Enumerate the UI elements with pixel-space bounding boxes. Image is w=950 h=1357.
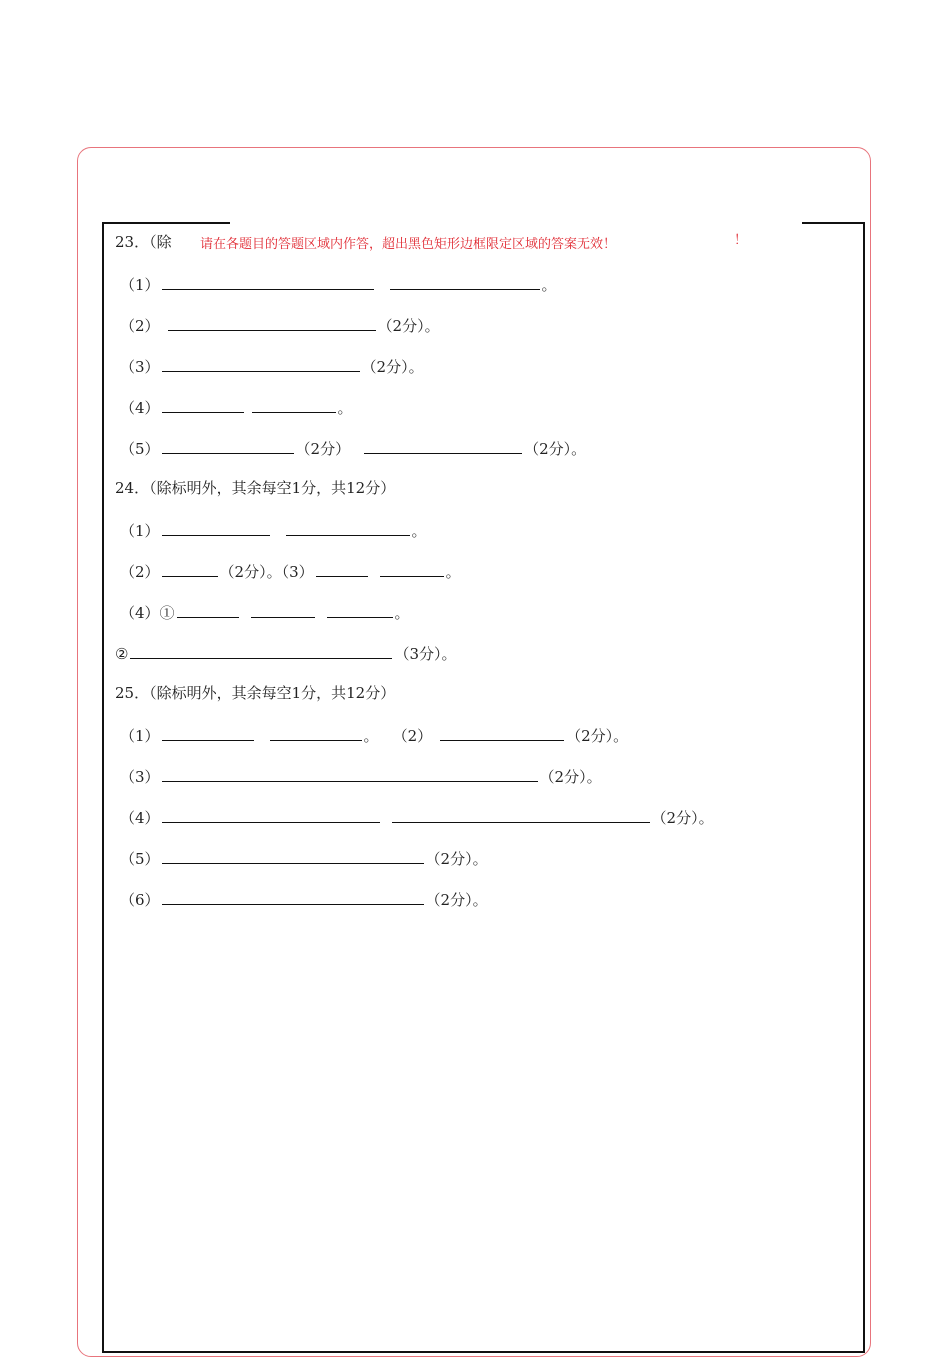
q25-part4: （4） （2分）。 [120,806,714,828]
answer-blank[interactable] [162,355,360,372]
q24-part4: （4）① 。 [120,601,410,623]
q24-part1: （1） 。 [120,519,427,541]
answer-blank[interactable] [364,437,522,454]
q23-header: 23．（除 [115,233,172,251]
answer-blank[interactable] [251,601,315,618]
answer-blank[interactable] [177,601,239,618]
answer-blank[interactable] [392,806,650,823]
q23-part3: （3） （2分）。 [120,355,424,377]
answer-blank[interactable] [380,560,444,577]
box-top-edge-left [102,222,230,224]
answer-blank[interactable] [252,396,336,413]
q24-header: 24．（除标明外，其余每空1分，共12分） [115,479,396,497]
answer-blank[interactable] [327,601,393,618]
answer-blank[interactable] [130,642,392,659]
answer-blank[interactable] [390,273,540,290]
q25-part5: （5） （2分）。 [120,847,488,869]
q25-part3: （3） （2分）。 [120,765,602,787]
answer-blank[interactable] [168,314,376,331]
answer-blank[interactable] [162,273,374,290]
answer-blank[interactable] [162,560,218,577]
warning-banner [190,233,760,254]
warning-text: 请在各题目的答题区域内作答，超出黑色矩形边框限定区域的答案无效！ [200,237,617,252]
answer-blank[interactable] [270,724,362,741]
answer-blank[interactable] [162,437,294,454]
answer-blank[interactable] [162,888,424,905]
warning-bang: ！ [734,233,748,248]
q25-part1-2: （1） 。 （2） （2分）。 [120,724,628,746]
answer-blank[interactable] [440,724,564,741]
q25-header: 25．（除标明外，其余每空1分，共12分） [115,684,396,702]
answer-blank[interactable] [162,519,270,536]
q25-part6: （6） （2分）。 [120,888,488,910]
q23-part2: （2） （2分）。 [120,314,440,336]
q24-part2-3: （2） （2分）。（3） 。 [120,560,461,582]
answer-blank[interactable] [316,560,368,577]
answer-blank[interactable] [162,847,424,864]
q23-part4: （4） 。 [120,396,353,418]
answer-blank[interactable] [162,806,380,823]
answer-blank[interactable] [286,519,410,536]
box-top-edge-right [802,222,865,224]
q24-part4b: ② （3分）。 [115,642,457,664]
answer-blank[interactable] [162,724,254,741]
q23-part5: （5） （2分） （2分）。 [120,437,586,459]
answer-blank[interactable] [162,765,538,782]
answer-blank[interactable] [162,396,244,413]
answer-region-box [102,223,865,1353]
q23-part1: （1） 。 [120,273,557,295]
